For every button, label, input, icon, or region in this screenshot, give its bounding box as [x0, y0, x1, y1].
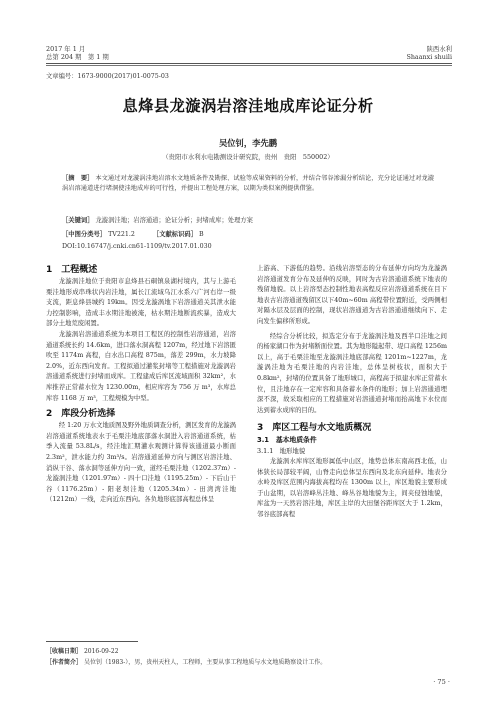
document-code-value: B: [199, 231, 204, 238]
doi-line: [62, 243, 212, 250]
keywords-label: ［关键词］: [62, 217, 94, 224]
page-number: · 75 ·: [433, 678, 450, 686]
author-bio-label: ［作者简介］: [46, 659, 83, 666]
abstract: [62, 174, 434, 195]
issue-number: 总第 204 期 第 1 期: [46, 53, 109, 61]
section-2-paragraph-3: 经综合分析比较，拟选定分布于龙漩涡洼地及西半口洼地之间的杨家湖口作为封堵断面位置。其为地形隘起带、堤口高程 1256m 以上，高于毛栗洼地至龙漩涡洼地底部高程 1201m~1227m，龙漩涡洼地为毛栗洼地的内岩洼地，总体呈树枝状，面积大于 0.8km²，封堵的位置具备了地形城口，高程高于拟建水库正常蓄水位，且洼地存在一定库容和具备蓄水条件的地形；加上岩溶通道埋深不深，故采取相应的工程措施对岩溶通道封堵而抬高地下水位而达到蓄水成库的目的。: [257, 332, 447, 414]
abstract-label: ［摘 要］: [62, 175, 94, 182]
document-code-label: ［文献标识码］: [152, 231, 197, 238]
abstract-text: 本文通过对龙漩涡洼地岩溶水文地质条件及勘探、试验等成果资料的分析，并结合邻谷渗漏分析结论，充分论证通过对龙漩涡岩溶通道进行堵洞使洼地成库的可行性，并提出工程处理方案，以期为类似案例提供借鉴。: [62, 175, 434, 193]
left-column: [46, 264, 236, 506]
section-1-paragraph-2: 龙漩涡岩溶通道系统为本项目工程区的控制性岩溶通道，岩溶通道系统长约 14.6km，进口落水洞高程 1207m，经过地下岩溶匿吹至 1174m 高程，白水出口高程 875m，落差 299m，水力坡降 2.0%，近东西向发育。工程拟通过灌浆封堵等工程措施对龙漩涡岩溶通道系统进行封堵而成库。工程建成后库区流域面积 32km²，水库推荐正常蓄水位为 1230.00m，相应库容为 756 万 m³，水库总库容 1168 万 m³，工程规模为中型。: [46, 330, 236, 402]
article-authors: 吴位钊，李先鹏: [218, 138, 278, 148]
section-2-paragraph-2: 上游高、下游低的趋势。沿线岩溶型态的分布延伸方向均为龙漩涡岩溶通道发育分布及延伸的反映，同时为古岩溶通道系统下地表的残留地貌。以上岩溶型态控制性地表高程反应岩溶通道系统在目下地表古岩溶通道残留区以下40m~60m 高程带位置附近，受两侧相对隔水层及层面的控制，现状岩溶通道为古岩溶通道继续向下、走向发生偏移所形成。: [257, 265, 447, 325]
keywords-text: 龙漩涡洼地；岩溶通道；论证分析；封堵成库；处理方案: [95, 217, 253, 224]
section-3-1-heading: 3.1 基本地质条件: [257, 436, 317, 445]
received-label: ［收稿日期］: [46, 648, 83, 655]
issue-date: 2017 年 1 月: [46, 45, 86, 53]
received-date-line: [46, 646, 446, 655]
classification-line: [62, 229, 204, 238]
article-number: 文章编号：1673-9000(2017)01-0075-03: [46, 73, 169, 80]
author-bio-line: [46, 657, 446, 666]
right-column: [257, 264, 447, 520]
section-3-1-1-heading: 3.1.1 地形地貌: [257, 447, 306, 456]
section-2-heading: 2 库段分析选择: [46, 409, 116, 420]
journal-name-block: [406, 45, 452, 61]
author-bio-text: 吴位钊（1983-），男，贵州天柱人，工程师，主要从事工程地质与水文地质勘察设计工作。: [83, 659, 327, 666]
section-3-1-1-paragraph: 龙漩涡水库库区地形属低中山区，地势总体东南高西北低，山体狭长局部较平阔，山脊走向总体呈东西向及北东向延伸。地表分水岭及库区范围内海拔高程均在 1300m 以上，库区地貌主要形成于山盆期，以岩溶峰丛洼地、峰丛谷地地貌为主，间夹侵蚀地貌，库盆为一天然岩溶洼地，库区主岸的大田堡谷距库区大于 1.2km，邻谷底部高程: [257, 457, 447, 518]
author-affiliation: （贵阳市水利水电勘测设计研究院，贵州 贵阳 550002）: [162, 153, 334, 161]
section-3-heading: 3 库区工程与水文地质概况: [257, 423, 372, 434]
header-divider-thin: [46, 65, 452, 66]
section-2-paragraph-1: 经 1:20 万水文地质图及野外地质调查分析，测区发育的龙漩涡岩溶通道系统地表水于毛栗洼地底部落水洞进入岩溶通道系统，枯季入流量 53.8L/s，经洼地汇期灌水观测计算得该通道最小断面 2.3m²，泄水能力约 3m³/s。岩溶通道延伸方向与测区岩溶洼地、消纵干谷、落水洞等延伸方向一致，道经毛栗洼地（1202.37m）- 龙漩涡洼地（1201.97m）- 四十口洼地（1195.25m）- 下后山干谷（1176.25m）- 阳老坝洼地（1205.34m）- 田湾湾洼地（1212m）一线，走向近东西向。各负地形底部高程总体呈: [46, 422, 236, 504]
section-1-paragraph-1: 龙漩涡洼地位于贵阳市息烽县石硐镇泉湖村境内，其与上游毛栗洼地形成串珠状内岩洼地，属长江流域乌江水系六广河右岸一级支流，距息烽县城约 19km。因受龙漩涡地下岩溶通道关其泄水能力控制影响，造成丰水期洼地被淹，枯水期洼地断流疾暴，造成大部分土地荒废闲置。: [46, 278, 236, 328]
journal-issue-info: [46, 45, 109, 61]
keywords-line: [62, 215, 253, 224]
journal-name-cn: 陕西水利: [426, 45, 452, 53]
doi-text: DOI:10.16747/j.cnki.cn61-1109/tv.2017.01.030: [62, 243, 212, 250]
classification-value: TV221.2: [108, 231, 135, 238]
received-date: 2016-09-22: [83, 648, 119, 655]
header-divider: [46, 63, 452, 64]
section-1-heading: 1 工程概述: [46, 265, 98, 275]
journal-name-en: Shaanxi shuili: [406, 53, 452, 61]
article-title: 息烽县龙漩涡岩溶洼地成库论证分析: [122, 97, 374, 115]
classification-label: ［中图分类号］: [62, 231, 107, 238]
footnote-divider: [46, 641, 138, 642]
